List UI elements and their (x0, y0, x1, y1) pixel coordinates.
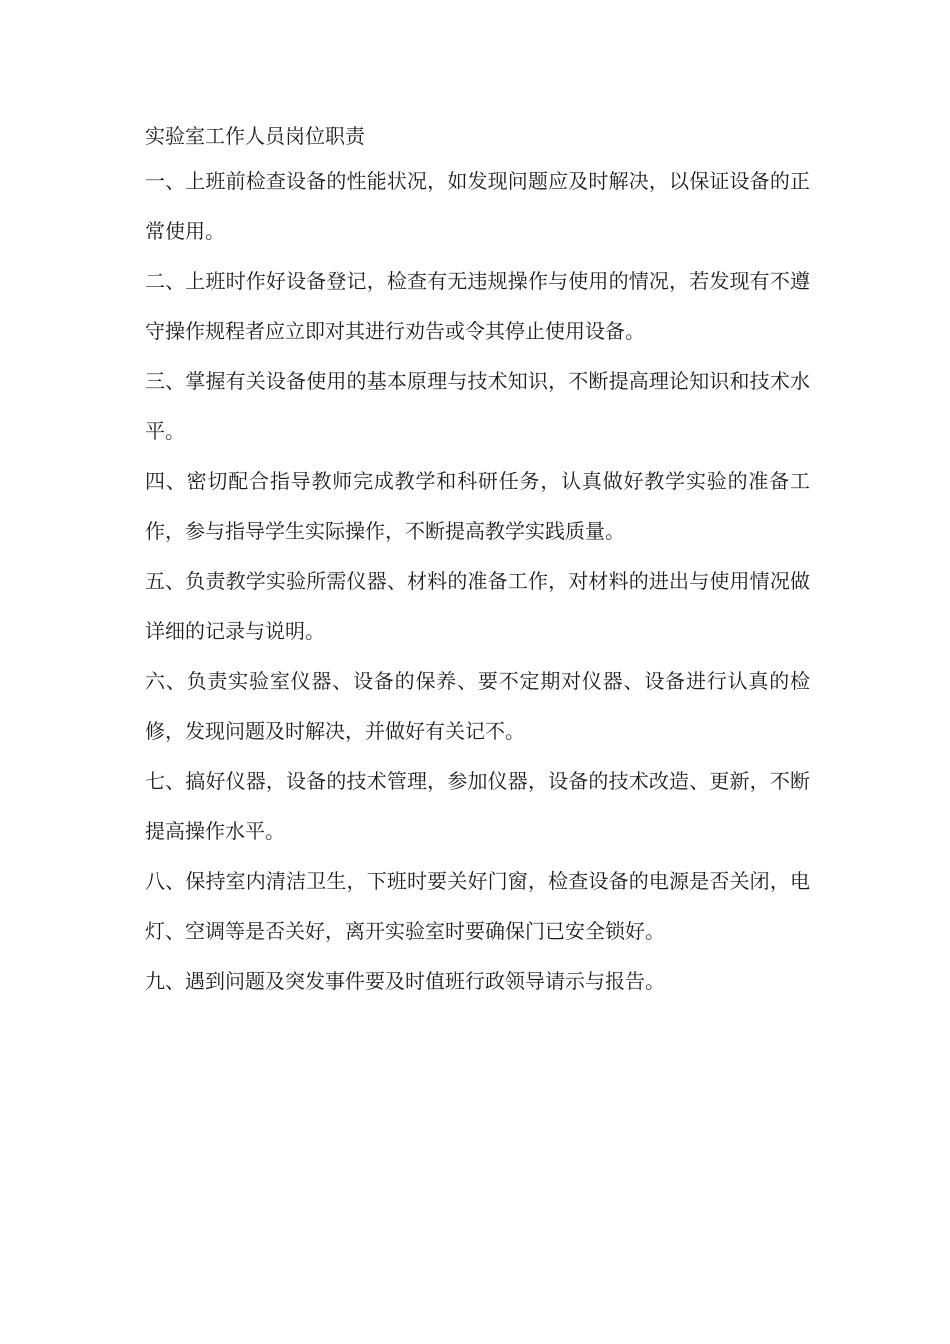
duty-item-5: 五、负责教学实验所需仪器、材料的准备工作，对材料的进出与使用情况做详细的记录与说明。 (145, 569, 810, 643)
duty-item-6: 六、负责实验室仪器、设备的保养、要不定期对仪器、设备进行认真的检修，发现问题及时解决，并做好有关记不。 (145, 669, 810, 743)
duty-item-1: 一、上班前检查设备的性能状况，如发现问题应及时解决，以保证设备的正常使用。 (145, 169, 810, 243)
duty-item-8: 八、保持室内清洁卫生，下班时要关好门窗，检查设备的电源是否关闭，电灯、空调等是否关好，离开实验室时要确保门已安全锁好。 (145, 869, 810, 943)
duty-item-3: 三、掌握有关设备使用的基本原理与技术知识，不断提高理论知识和技术水平。 (145, 369, 810, 443)
document-body (145, 116, 810, 1006)
duty-item-2: 二、上班时作好设备登记，检查有无违规操作与使用的情况，若发现有不遵守操作规程者应立即对其进行劝告或令其停止使用设备。 (145, 269, 810, 343)
document-title: 实验室工作人员岗位职责 (145, 124, 365, 148)
duty-item-4: 四、密切配合指导教师完成教学和科研任务，认真做好教学实验的准备工作，参与指导学生实际操作，不断提高教学实践质量。 (145, 469, 810, 543)
duty-item-9: 九、遇到问题及突发事件要及时值班行政领导请示与报告。 (145, 969, 665, 993)
duty-item-7: 七、搞好仪器，设备的技术管理，参加仪器，设备的技术改造、更新，不断提高操作水平。 (145, 769, 810, 843)
duty-list (145, 156, 810, 1006)
